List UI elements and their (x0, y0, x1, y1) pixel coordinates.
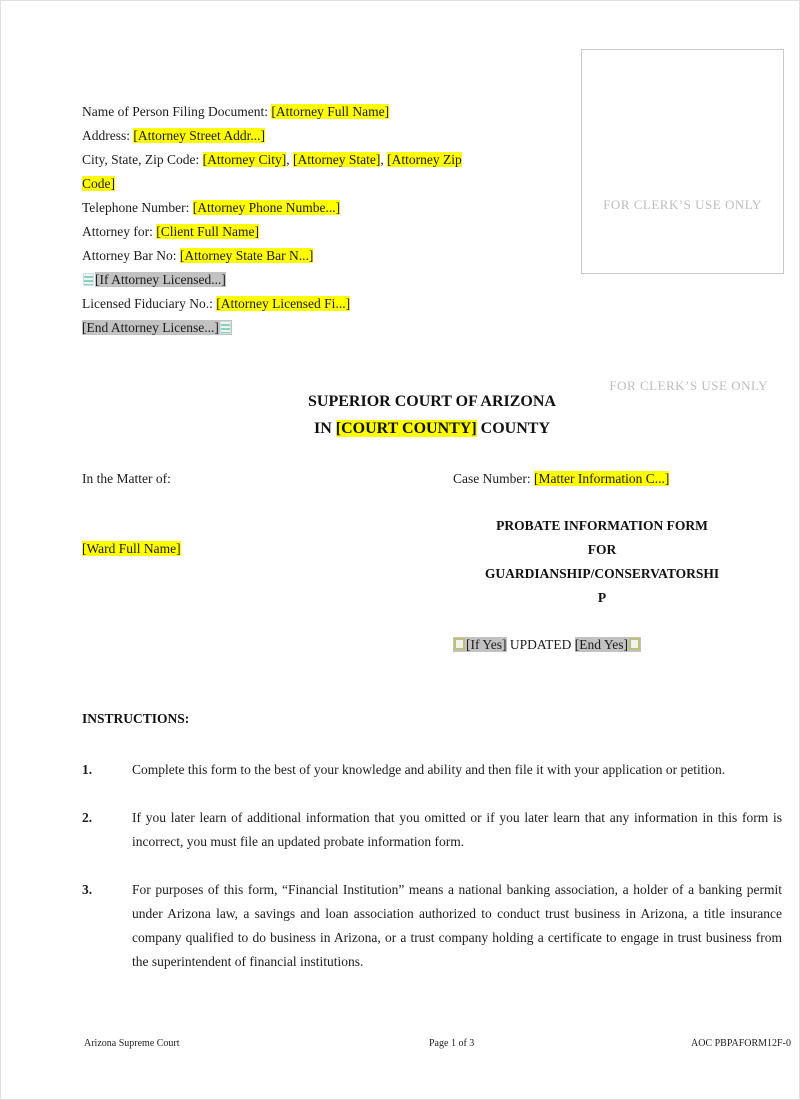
court-title (82, 388, 782, 442)
court-title-line1: SUPERIOR COURT OF ARIZONA (308, 393, 556, 410)
document-line (82, 220, 582, 244)
merge-field[interactable]: [Attorney Phone Numbe...] (192, 200, 341, 215)
document-line (82, 100, 582, 124)
merge-field[interactable]: [Matter Information C...] (533, 471, 670, 486)
merge-field[interactable]: [Client Full Name] (156, 224, 259, 239)
clerk-use-note: FOR CLERK’S USE ONLY (609, 378, 768, 393)
conditional-field[interactable]: [End Attorney License...] (82, 320, 219, 335)
conditional-field[interactable]: [If Yes] (466, 637, 507, 652)
merge-field[interactable]: [Attorney Licensed Fi...] (216, 296, 351, 311)
document-line (82, 316, 582, 340)
in-the-matter-label: In the Matter of: (82, 471, 171, 486)
court-title-line2 (82, 415, 782, 442)
document-line (82, 148, 582, 172)
document-line (82, 268, 582, 292)
text-run: Licensed Fiduciary No.: (82, 296, 217, 311)
checkbox-icon[interactable] (454, 638, 465, 650)
conditional-field[interactable]: [End Yes] (574, 637, 629, 652)
content-control-icon[interactable] (220, 321, 231, 334)
ward-name-line (82, 541, 181, 557)
checkbox-icon[interactable] (629, 638, 640, 650)
instruction-item (82, 758, 782, 782)
document-line (82, 124, 582, 148)
footer-form-number: AOC PBPAFORM12F-0 (691, 1038, 791, 1049)
instruction-text: If you later learn of additional information that you omitted or if you later learn that any information in this form is incorrect, you must file an updated probate information form. (132, 810, 782, 849)
field-highlight (628, 637, 641, 652)
clerk-use-box (581, 49, 784, 274)
merge-field[interactable]: [Attorney State Bar N...] (179, 248, 314, 263)
content-control-icon[interactable] (83, 273, 94, 286)
text-run: Case Number: (453, 471, 534, 486)
updated-conditional-line (453, 637, 641, 653)
text-run: Attorney for: (82, 224, 157, 239)
document-line (82, 244, 582, 268)
document-line: GUARDIANSHIP/CONSERVATORSHI (484, 566, 720, 581)
instruction-text: For purposes of this form, “Financial Institution” means a national banking association, a holder of a banking permit under Arizona law, a savings and loan association authorized to conduct trust business in Arizona, a title insurance company qualified to do business in Arizona, or a trust company holding a certificate to engage in trust business from the superintendent of financial institutions. (132, 882, 782, 969)
merge-field[interactable]: [Attorney Street Addr...] (133, 128, 265, 143)
document-line (82, 292, 582, 316)
form-heading (455, 518, 749, 614)
merge-field[interactable]: [Attorney City] (202, 152, 287, 167)
merge-field[interactable]: Code] (82, 176, 115, 191)
instruction-item (82, 806, 782, 854)
document-line (82, 172, 582, 196)
instruction-number: 2. (82, 810, 93, 825)
merge-field[interactable]: [Attorney State] (293, 152, 381, 167)
text-run: Address: (82, 128, 134, 143)
text-run: COUNTY (476, 420, 551, 437)
field-highlight (453, 637, 466, 652)
text-run: , (380, 152, 388, 167)
document-line: FOR (587, 542, 617, 557)
case-number-line (453, 471, 669, 487)
field-highlight (219, 320, 232, 335)
conditional-field[interactable]: [If Attorney Licensed...] (95, 272, 226, 287)
instructions-heading: INSTRUCTIONS: (82, 711, 190, 726)
instruction-number: 3. (82, 882, 93, 897)
instructions-list (82, 758, 782, 998)
text-run: Attorney Bar No: (82, 248, 180, 263)
text-run: UPDATED (506, 637, 575, 652)
text-run: Name of Person Filing Document: (82, 104, 272, 119)
merge-field[interactable]: [COURT COUNTY] (335, 420, 477, 437)
footer-page-number: Page 1 of 3 (429, 1038, 475, 1049)
instruction-number: 1. (82, 762, 93, 777)
merge-field[interactable]: [Ward Full Name] (82, 541, 181, 556)
text-run: Telephone Number: (82, 200, 193, 215)
text-run: City, State, Zip Code: (82, 152, 203, 167)
text-run: , (286, 152, 293, 167)
merge-field[interactable]: [Attorney Zip (387, 152, 462, 167)
text-run: IN (313, 420, 336, 437)
document-line (82, 196, 582, 220)
document-line: PROBATE INFORMATION FORM (496, 518, 708, 533)
clerk-use-label: FOR CLERK’S USE ONLY (603, 197, 762, 212)
footer-court-name: Arizona Supreme Court (84, 1038, 180, 1049)
attorney-caption-block (82, 100, 582, 340)
instruction-text: Complete this form to the best of your knowledge and ability and then file it with your application or petition. (132, 762, 726, 777)
merge-field[interactable]: [Attorney Full Name] (271, 104, 390, 119)
instruction-item (82, 878, 782, 974)
document-line: P (597, 590, 607, 605)
